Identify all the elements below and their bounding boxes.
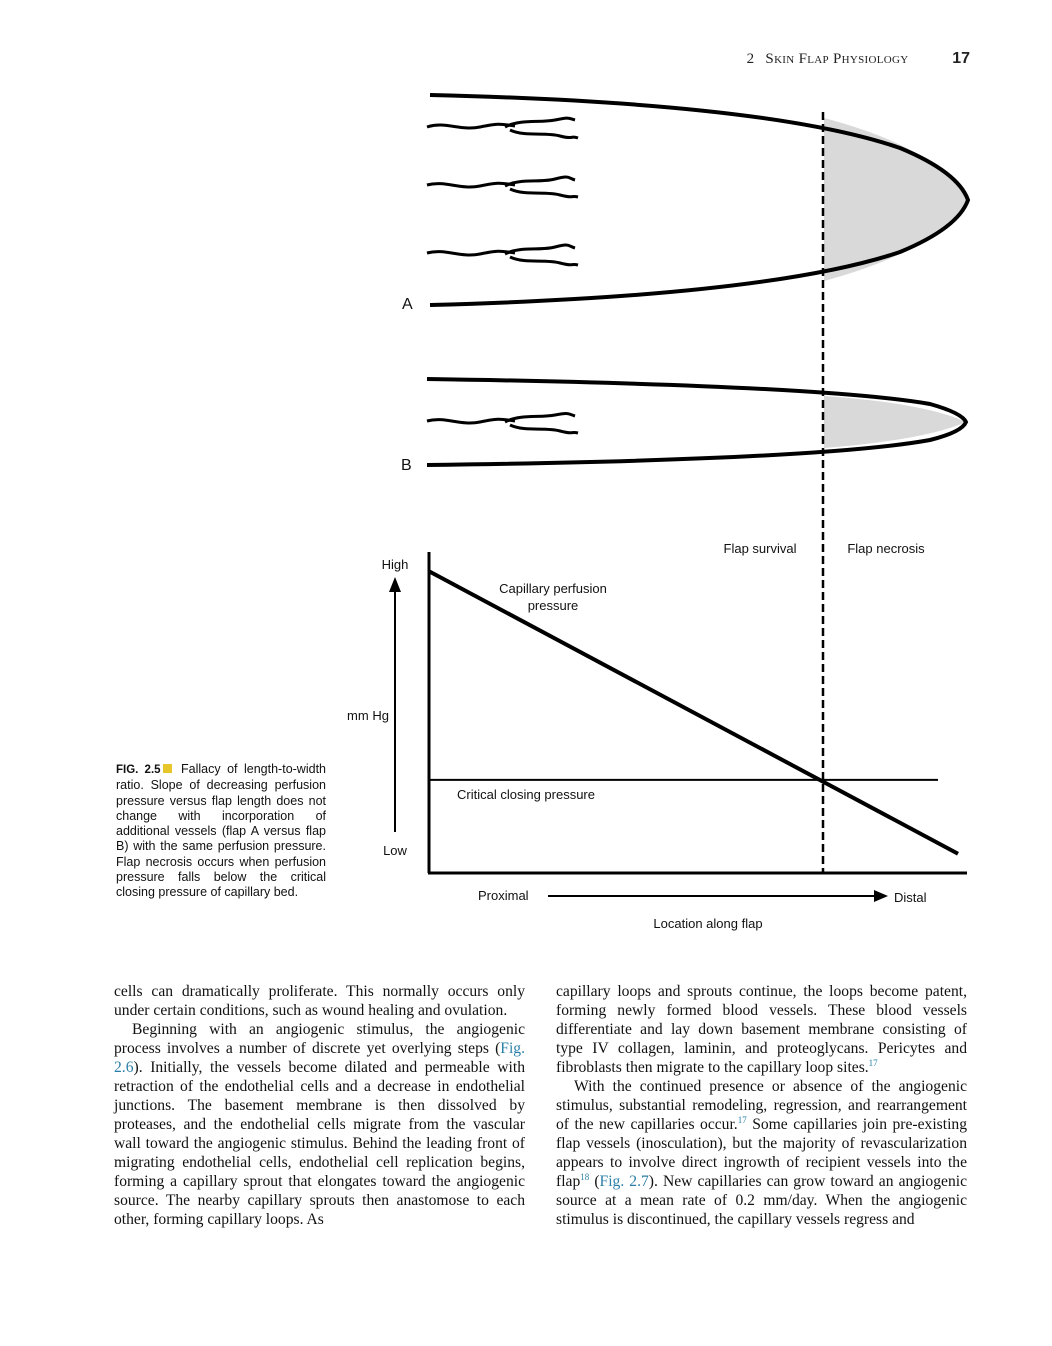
y-axis-label: mm Hg bbox=[347, 708, 389, 723]
vessel-b1-trunk bbox=[427, 419, 515, 423]
citation-link[interactable]: 17 bbox=[868, 1058, 878, 1068]
figure-reference-link[interactable]: Fig. 2.6 bbox=[114, 1040, 525, 1076]
region-necrosis-label: Flap necrosis bbox=[847, 541, 925, 556]
vessel-a3-trunk bbox=[427, 251, 515, 255]
x-distal-label: Distal bbox=[894, 890, 927, 905]
flap-a-label: A bbox=[402, 296, 413, 313]
vessel-a1-upper bbox=[505, 118, 575, 127]
y-scale-arrowhead-icon bbox=[389, 577, 401, 592]
figure-label: FIG. 2.5 bbox=[116, 764, 161, 776]
caption-text: Fallacy of length-to-width ratio. Slope of decreasing perfusion pressure versus flap length does not change with incorporation of additional vessels (flap A versus flap B) with the same perfusion pressure. Flap necrosis occurs when perfusion pressure falls below the critical closing pressure of capillary bed. bbox=[116, 762, 326, 900]
flap-a bbox=[427, 95, 968, 305]
perfusion-label-line-1: Capillary perfusion bbox=[499, 581, 607, 596]
paragraph: Beginning with an angiogenic stimulus, the angiogenic process involves a number of discrete yet overlying steps (Fig. 2.6). Initially, the vessels become dilated and permeable with retraction of the endothelial cells and a decrease in endothelial junctions. The basement membrane is then dissolved by proteases, and the endothelial cells migrate from the vascular wall toward the angiogenic stimulus. Behind the leading front of migrating endothelial cells, endothelial cell replication begins, forming a capillary sprout that elongates toward the angiogenic source. The nearby capillary sprouts then anastomose to each other, forming capillary loops. As bbox=[114, 1021, 525, 1228]
flap-b bbox=[427, 379, 966, 465]
y-high-label: High bbox=[381, 557, 409, 572]
x-proximal-label: Proximal bbox=[478, 888, 529, 903]
critical-label: Critical closing pressure bbox=[457, 787, 595, 802]
flap-b-vessels bbox=[427, 413, 578, 433]
vessel-a3-lower bbox=[510, 257, 578, 265]
vessel-a2-trunk bbox=[427, 183, 515, 187]
flap-b-label: B bbox=[401, 457, 412, 474]
flap-a-vessels bbox=[427, 118, 578, 265]
y-low-label: Low bbox=[383, 843, 407, 858]
paragraph: cells can dramatically proliferate. This normally occurs only under certain conditions, such as wound healing and ovulation. bbox=[114, 983, 525, 1019]
body-column-right bbox=[556, 982, 967, 1229]
vessel-a1-lower bbox=[510, 130, 578, 138]
flap-a-necrosis-shade bbox=[824, 118, 968, 281]
vessel-a2-lower bbox=[510, 189, 578, 197]
perfusion-label-line-2: pressure bbox=[527, 598, 579, 613]
figure-caption bbox=[116, 762, 326, 901]
figure-reference-link[interactable]: Fig. 2.7 bbox=[599, 1173, 649, 1190]
vessel-a1-trunk bbox=[427, 124, 515, 128]
page-number: 17 bbox=[952, 50, 970, 67]
vessel-a3-upper bbox=[505, 245, 575, 254]
citation-link[interactable]: 18 bbox=[580, 1172, 590, 1182]
chapter-title: Skin Flap Physiology bbox=[765, 51, 909, 67]
x-axis-label: Location along flap bbox=[653, 916, 763, 931]
vessel-b1-upper bbox=[505, 413, 575, 422]
flap-b-necrosis-shade bbox=[824, 396, 966, 448]
region-survival-label: Flap survival bbox=[723, 541, 797, 556]
paragraph: capillary loops and sprouts continue, the loops become patent, forming newly formed blood vessels. These blood vessels differentiate and lay down basement membrane consisting of type IV collagen, laminin, and proteoglycans. Pericytes and fibroblasts then migrate to the capillary loop sites.$^{17}$ bbox=[556, 983, 967, 1076]
caption-square-icon bbox=[163, 764, 172, 773]
capillary-perfusion-line bbox=[429, 571, 958, 853]
citation-link[interactable]: 17 bbox=[737, 1115, 747, 1125]
vessel-b1-lower bbox=[510, 425, 578, 433]
chapter-number: 2 bbox=[746, 51, 755, 67]
body-column-left bbox=[114, 982, 525, 1229]
x-direction-arrowhead-icon bbox=[874, 890, 888, 902]
vessel-a2-upper bbox=[505, 177, 575, 186]
paragraph: With the continued presence or absence of the angiogenic stimulus, substantial remodeling, regression, and rearrangement of the new capillaries occur.$^{17}$ Some capillaries join pre-existing flap vessels (inosculation), but the majority of revascularization appears to involve direct ingrowth of recipient vessels into the flap$^{18}$ (Fig. 2.7). New capillaries can grow toward an angiogenic source at a mean rate of 0.2 mm/day. When the angiogenic stimulus is discontinued, the capillary vessels regress and bbox=[556, 1078, 967, 1228]
